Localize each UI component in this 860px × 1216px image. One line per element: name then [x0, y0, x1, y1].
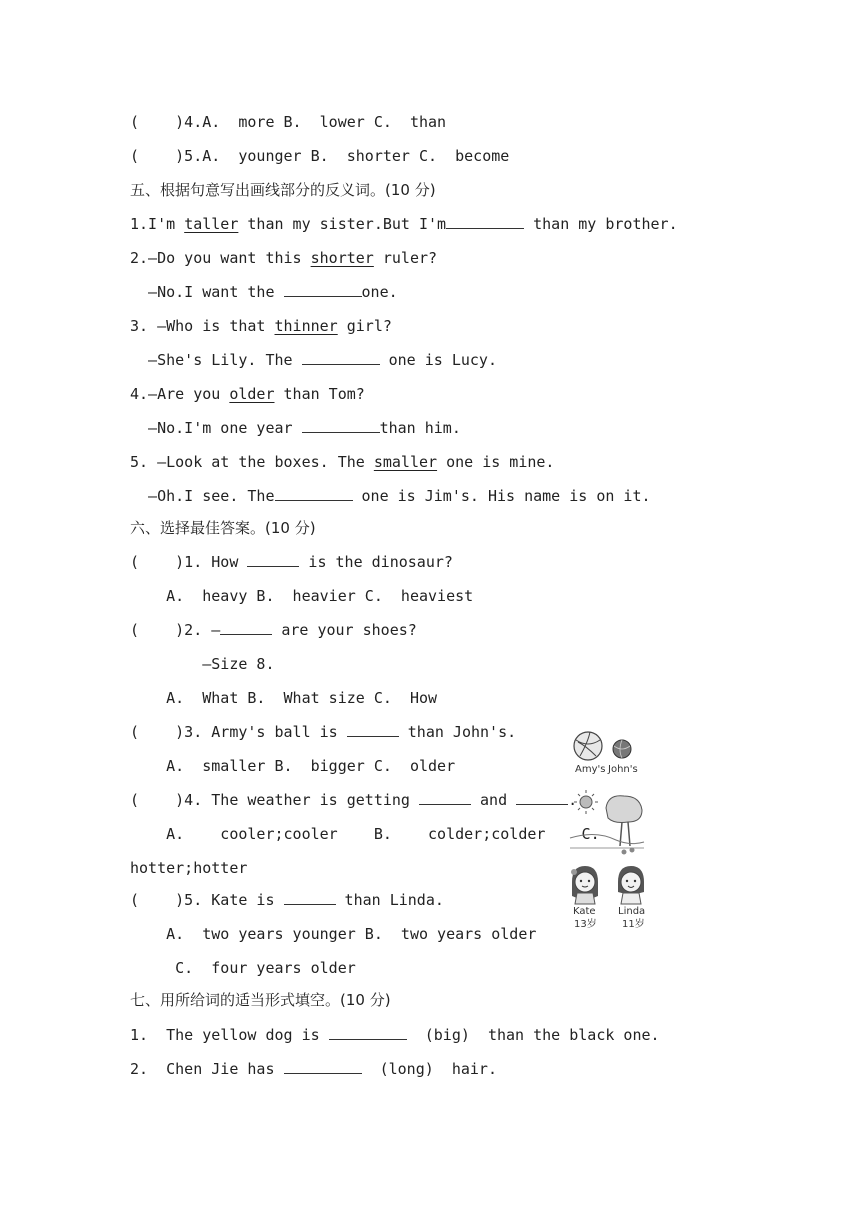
girl-age-kate: 13岁 [574, 919, 597, 930]
s6-question-2: ( )2. — are your shoes? [130, 621, 417, 639]
s5-question-2a: 2.—Do you want this shorter ruler? [130, 249, 438, 267]
girls-picture [566, 862, 652, 934]
s5-question-2b: —No.I want the one. [130, 283, 398, 301]
girl-kate-icon [571, 866, 598, 904]
s6-question-1: ( )1. How is the dinosaur? [130, 553, 453, 571]
answer-blank[interactable] [347, 722, 399, 737]
s5-question-3b: —She's Lily. The one is Lucy. [130, 351, 497, 369]
ball-label-a: Amy's [575, 764, 606, 775]
s6-q5-options: A. two years younger B. two years older [130, 925, 537, 943]
answer-blank[interactable] [275, 486, 353, 501]
girl-linda-icon [618, 866, 644, 904]
girl-age-linda: 11岁 [622, 919, 645, 930]
s7-question-2: 2. Chen Jie has (long) hair. [130, 1060, 497, 1078]
section-5-title: 五、根据句意写出画线部分的反义词。(10 分) [130, 181, 436, 199]
answer-blank[interactable] [284, 890, 336, 905]
girl-name-kate: Kate [573, 906, 596, 917]
answer-blank[interactable] [419, 790, 471, 805]
volleyball-icon [574, 732, 602, 760]
answer-blank[interactable] [516, 790, 568, 805]
s7-question-1: 1. The yellow dog is (big) than the black one. [130, 1026, 660, 1044]
s6-q3-options: A. smaller B. bigger C. older [130, 757, 456, 775]
section-6-title: 六、选择最佳答案。(10 分) [130, 519, 316, 537]
answer-blank[interactable] [302, 350, 380, 365]
s6-q2-reply: —Size 8. [130, 655, 275, 673]
small-ball-icon [613, 740, 631, 758]
answer-blank[interactable] [220, 620, 272, 635]
ball-label-b: John's [608, 764, 638, 775]
s6-q5-options-c: C. four years older [130, 959, 356, 977]
section-7-title: 七、用所给词的适当形式填空。(10 分) [130, 991, 391, 1009]
answer-blank[interactable] [247, 552, 299, 567]
answer-blank[interactable] [446, 214, 524, 229]
hill-outline [570, 834, 644, 843]
s5-question-5a: 5. —Look at the boxes. The smaller one is mine. [130, 453, 555, 471]
answer-blank[interactable] [284, 282, 362, 297]
answer-blank[interactable] [329, 1025, 407, 1040]
answer-blank[interactable] [302, 418, 380, 433]
s5-question-3a: 3. —Who is that thinner girl? [130, 317, 392, 335]
question-4: ( )4.A. more B. lower C. than [130, 113, 447, 131]
flower-icon [622, 848, 635, 855]
balls-picture [566, 728, 646, 776]
weather-picture [566, 790, 646, 858]
s6-q2-options: A. What B. What size C. How [130, 689, 438, 707]
s5-question-4a: 4.—Are you older than Tom? [130, 385, 365, 403]
question-5: ( )5.A. younger B. shorter C. become [130, 147, 510, 165]
s5-question-1: 1.I'm taller than my sister.But I'm than my brother. [130, 215, 678, 233]
s6-q4-options-cont: hotter;hotter [130, 859, 248, 877]
girl-name-linda: Linda [618, 906, 646, 917]
s6-question-5: ( )5. Kate is than Linda. [130, 891, 444, 909]
s6-q1-options: A. heavy B. heavier C. heaviest [130, 587, 474, 605]
answer-blank[interactable] [284, 1059, 362, 1074]
sun-icon [574, 790, 598, 814]
s5-question-5b: —Oh.I see. The one is Jim's. His name is on it. [130, 487, 651, 505]
s6-question-4: ( )4. The weather is getting and . [130, 791, 578, 809]
s5-question-4b: —No.I'm one year than him. [130, 419, 461, 437]
s6-q4-options: A. cooler;cooler B. colder;colder C. [130, 825, 600, 843]
s6-question-3: ( )3. Army's ball is than John's. [130, 723, 517, 741]
